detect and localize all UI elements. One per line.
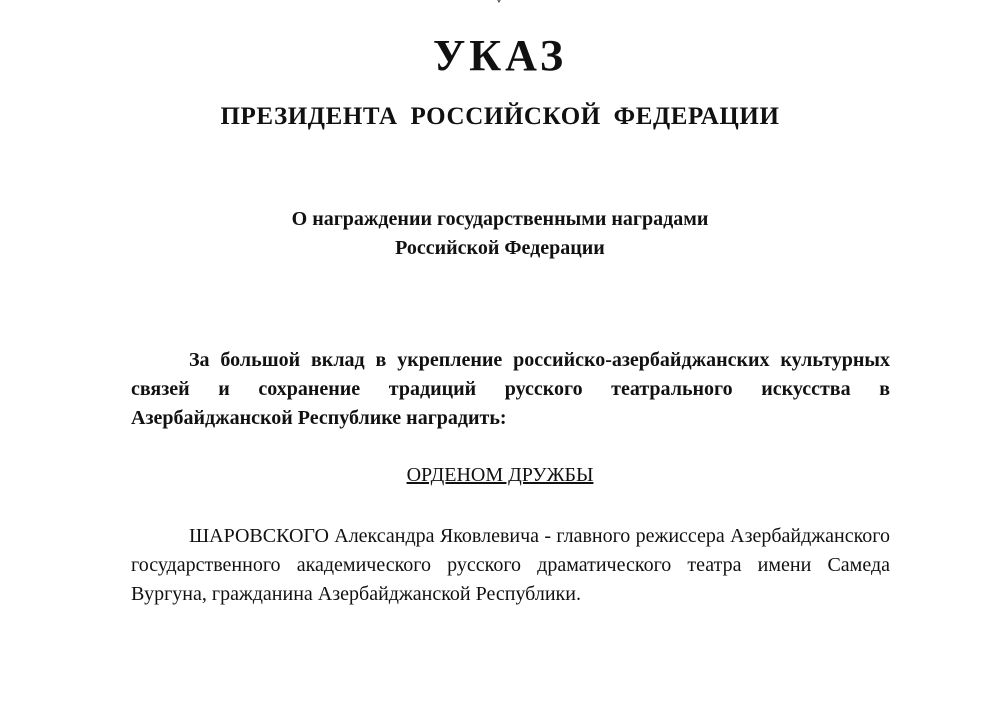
subject-line-1: О награждении государственными наградами	[291, 208, 709, 230]
decree-issuer: ПРЕЗИДЕНТА РОССИЙСКОЙ ФЕДЕРАЦИИ	[220, 103, 780, 130]
subject-line-2: Российской Федерации	[395, 237, 605, 259]
decree-title: УКАЗ	[432, 31, 568, 80]
award-recipient: ШАРОВСКОГО Александра Яковлевича - главного режиссера Азербайджанского государственного академического русского драматического театра имени Самеда Вургуна, гражданина Азербайджанской Республики.	[131, 525, 890, 605]
award-name: ОРДЕНОМ ДРУЖБЫ	[406, 464, 594, 486]
decree-preamble: За большой вклад в укрепление российско-азербайджанских культурных связей и сохранение традиций русского театрального искусства в Азербайджанской Республике наградить:	[131, 349, 890, 429]
decree-subject	[0, 205, 1000, 263]
emblem-fragment-icon	[493, 0, 505, 4]
